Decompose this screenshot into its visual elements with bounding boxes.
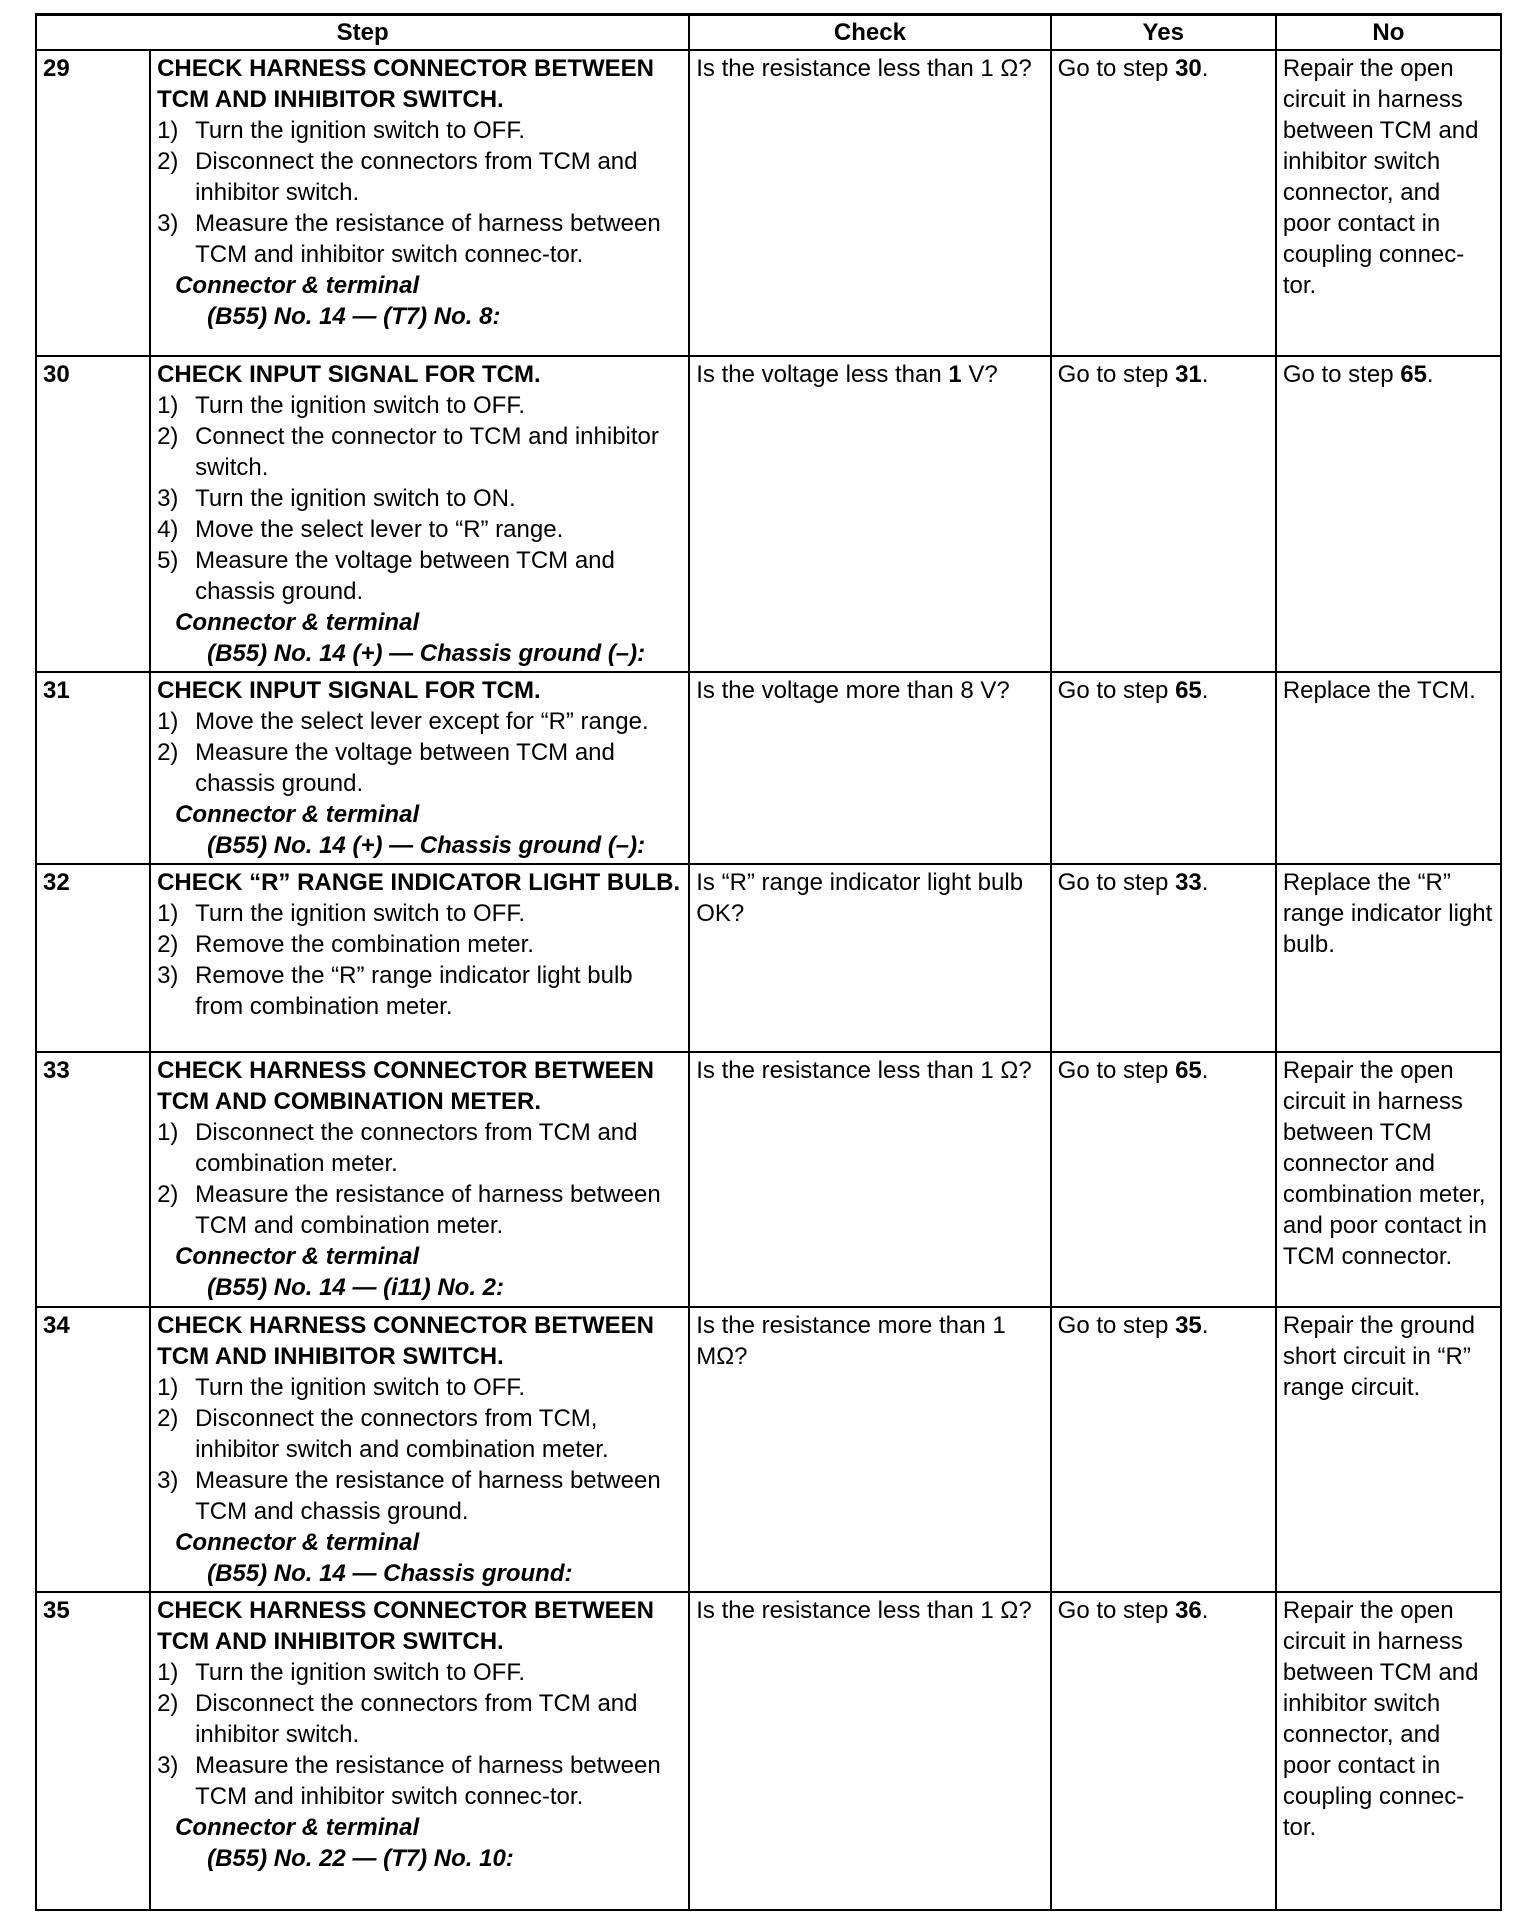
substep [157,514,682,545]
check-cell: Is the resistance less than 1 Ω? [689,1592,1050,1910]
substep [157,483,682,514]
substep-text: Turn the ignition switch to OFF. [195,392,525,419]
substep [157,545,682,607]
yes-suffix: . [1201,1312,1209,1339]
connector-value: (B55) No. 14 (+) — Chassis ground (–): [207,832,646,859]
substep-text: Measure the resistance of harness between TCM and inhibitor switch connec-tor. [195,1752,661,1810]
substep [157,208,682,270]
substep-number: 1) [157,392,179,419]
step-title: CHECK HARNESS CONNECTOR BETWEEN TCM AND COMBINATION METER. [157,1057,654,1115]
substep-text: Move the select lever except for “R” range. [195,708,649,735]
substep-number: 1) [157,708,179,735]
substep-text: Disconnect the connectors from TCM and inhibitor switch. [195,1690,638,1748]
check-cell: Is the resistance more than 1 MΩ? [689,1307,1050,1592]
yes-step-link: 30 [1175,55,1202,82]
diagnostic-table [35,13,1502,1911]
substep-number: 2) [157,148,179,175]
substep-text: Measure the voltage between TCM and chassis ground. [195,739,615,797]
no-cell: Repair the open circuit in harness between TCM and inhibitor switch connector, and poor contact in coupling connec-tor. [1276,1592,1501,1910]
substep [157,898,682,929]
step-number: 31 [36,672,150,864]
substep [157,1465,682,1527]
substep [157,929,682,960]
substep-text: Disconnect the connectors from TCM and combination meter. [195,1119,638,1177]
yes-suffix: . [1201,55,1209,82]
substep [157,706,682,737]
connector-label: Connector & terminal [175,272,420,299]
check-prefix: Is the voltage less than [696,361,949,388]
substep-number: 1) [157,1659,179,1686]
substep-number: 4) [157,516,179,543]
check-cell: Is “R” range indicator light bulb OK? [689,864,1050,1052]
header-yes: Yes [1051,15,1276,51]
check-cell: Is the resistance less than 1 Ω? [689,1052,1050,1307]
substep-list [157,115,682,270]
substep [157,1750,682,1812]
substep [157,115,682,146]
substep-text: Measure the resistance of harness between TCM and inhibitor switch connec-tor. [195,210,661,268]
yes-prefix: Go to step [1057,869,1176,896]
step-title: CHECK HARNESS CONNECTOR BETWEEN TCM AND INHIBITOR SWITCH. [157,55,654,113]
yes-step-link: 33 [1175,869,1202,896]
substep-number: 1) [157,900,179,927]
connector-value: (B55) No. 22 — (T7) No. 10: [207,1845,514,1872]
substep-text: Move the select lever to “R” range. [195,516,564,543]
yes-prefix: Go to step [1057,1057,1176,1084]
check-suffix: V? [961,361,998,388]
substep-text: Connect the connector to TCM and inhibitor switch. [195,423,659,481]
table-row-35 [36,1592,1501,1910]
yes-step-link: 31 [1175,361,1202,388]
connector-label: Connector & terminal [175,1814,420,1841]
substep-text: Disconnect the connectors from TCM and inhibitor switch. [195,148,638,206]
substep-text: Turn the ignition switch to OFF. [195,1659,525,1686]
substep-number: 3) [157,1467,179,1494]
substep [157,146,682,208]
substep-number: 2) [157,1405,179,1432]
yes-cell [1051,50,1276,356]
step-number: 29 [36,50,150,356]
yes-cell [1051,864,1276,1052]
check-cell [689,356,1050,672]
no-cell: Repair the ground short circuit in “R” range circuit. [1276,1307,1501,1592]
header-step: Step [36,15,689,51]
step-title: CHECK HARNESS CONNECTOR BETWEEN TCM AND INHIBITOR SWITCH. [157,1597,654,1655]
substep-list [157,1657,682,1812]
table-row-32 [36,864,1501,1052]
substep [157,1372,682,1403]
yes-suffix: . [1201,869,1209,896]
step-content [150,1307,689,1592]
substep-text: Remove the combination meter. [195,931,534,958]
connector-value: (B55) No. 14 — Chassis ground: [207,1560,573,1587]
connector-label: Connector & terminal [175,609,420,636]
connector-value: (B55) No. 14 (+) — Chassis ground (–): [207,640,646,667]
no-suffix: . [1426,361,1434,388]
no-prefix: Go to step [1282,361,1401,388]
yes-cell [1051,1052,1276,1307]
substep-number: 2) [157,1690,179,1717]
yes-prefix: Go to step [1057,1312,1176,1339]
step-number: 32 [36,864,150,1052]
connector-label: Connector & terminal [175,801,420,828]
substep [157,960,682,1022]
yes-suffix: . [1201,361,1209,388]
substep-number: 3) [157,1752,179,1779]
substep-text: Disconnect the connectors from TCM, inhibitor switch and combination meter. [195,1405,609,1463]
table-row-34 [36,1307,1501,1592]
yes-suffix: . [1201,1597,1209,1624]
step-number: 35 [36,1592,150,1910]
substep [157,737,682,799]
table-row-29 [36,50,1501,356]
substep [157,390,682,421]
yes-prefix: Go to step [1057,1597,1176,1624]
no-cell: Replace the TCM. [1276,672,1501,864]
yes-cell [1051,1592,1276,1910]
substep-list [157,1372,682,1527]
header-no: No [1276,15,1501,51]
table-header-row [36,15,1501,51]
check-cell: Is the resistance less than 1 Ω? [689,50,1050,356]
substep-number: 1) [157,117,179,144]
substep-number: 2) [157,1181,179,1208]
table-row-30 [36,356,1501,672]
yes-suffix: . [1201,677,1209,704]
substep-number: 3) [157,485,179,512]
substep-number: 1) [157,1374,179,1401]
substep-list [157,390,682,607]
yes-prefix: Go to step [1057,55,1176,82]
substep-text: Remove the “R” range indicator light bulb from combination meter. [195,962,633,1020]
step-number: 30 [36,356,150,672]
yes-step-link: 36 [1175,1597,1202,1624]
no-cell: Repair the open circuit in harness between TCM and inhibitor switch connector, and poor contact in coupling connec-tor. [1276,50,1501,356]
step-content [150,1052,689,1307]
substep-number: 3) [157,962,179,989]
step-content [150,1592,689,1910]
table-row-31 [36,672,1501,864]
no-cell [1276,356,1501,672]
substep-number: 2) [157,931,179,958]
step-content [150,50,689,356]
substep [157,421,682,483]
substep-number: 2) [157,739,179,766]
yes-suffix: . [1201,1057,1209,1084]
header-check: Check [689,15,1050,51]
substep-number: 1) [157,1119,179,1146]
step-content [150,356,689,672]
yes-cell [1051,672,1276,864]
yes-step-link: 65 [1175,1057,1202,1084]
yes-prefix: Go to step [1057,361,1176,388]
check-cell: Is the voltage more than 8 V? [689,672,1050,864]
substep-text: Measure the voltage between TCM and chassis ground. [195,547,615,605]
step-content [150,864,689,1052]
diagnostic-page [35,13,1502,1911]
no-step-link: 65 [1400,361,1427,388]
substep [157,1657,682,1688]
no-cell: Replace the “R” range indicator light bulb. [1276,864,1501,1052]
yes-step-link: 65 [1175,677,1202,704]
substep-list [157,706,682,799]
substep [157,1403,682,1465]
substep-text: Turn the ignition switch to OFF. [195,1374,525,1401]
yes-prefix: Go to step [1057,677,1176,704]
substep [157,1117,682,1179]
step-content [150,672,689,864]
substep-text: Turn the ignition switch to OFF. [195,900,525,927]
substep-text: Measure the resistance of harness between TCM and combination meter. [195,1181,661,1239]
connector-value: (B55) No. 14 — (T7) No. 8: [207,303,501,330]
connector-label: Connector & terminal [175,1243,420,1270]
yes-cell [1051,356,1276,672]
connector-value: (B55) No. 14 — (i11) No. 2: [207,1274,505,1301]
substep-list [157,1117,682,1241]
yes-step-link: 35 [1175,1312,1202,1339]
step-title: CHECK HARNESS CONNECTOR BETWEEN TCM AND INHIBITOR SWITCH. [157,1312,654,1370]
no-cell: Repair the open circuit in harness between TCM connector and combination meter, and poor contact in TCM connector. [1276,1052,1501,1307]
step-number: 34 [36,1307,150,1592]
substep-text: Turn the ignition switch to ON. [195,485,516,512]
step-title: CHECK “R” RANGE INDICATOR LIGHT BULB. [157,869,681,896]
connector-label: Connector & terminal [175,1529,420,1556]
substep-number: 2) [157,423,179,450]
substep-number: 5) [157,547,179,574]
table-row-33 [36,1052,1501,1307]
substep-text: Measure the resistance of harness between TCM and chassis ground. [195,1467,661,1525]
substep-number: 3) [157,210,179,237]
substep-text: Turn the ignition switch to OFF. [195,117,525,144]
substep [157,1688,682,1750]
step-title: CHECK INPUT SIGNAL FOR TCM. [157,361,541,388]
step-title: CHECK INPUT SIGNAL FOR TCM. [157,677,541,704]
step-number: 33 [36,1052,150,1307]
substep-list [157,898,682,1022]
yes-cell [1051,1307,1276,1592]
check-value: 1 [948,361,962,388]
substep [157,1179,682,1241]
